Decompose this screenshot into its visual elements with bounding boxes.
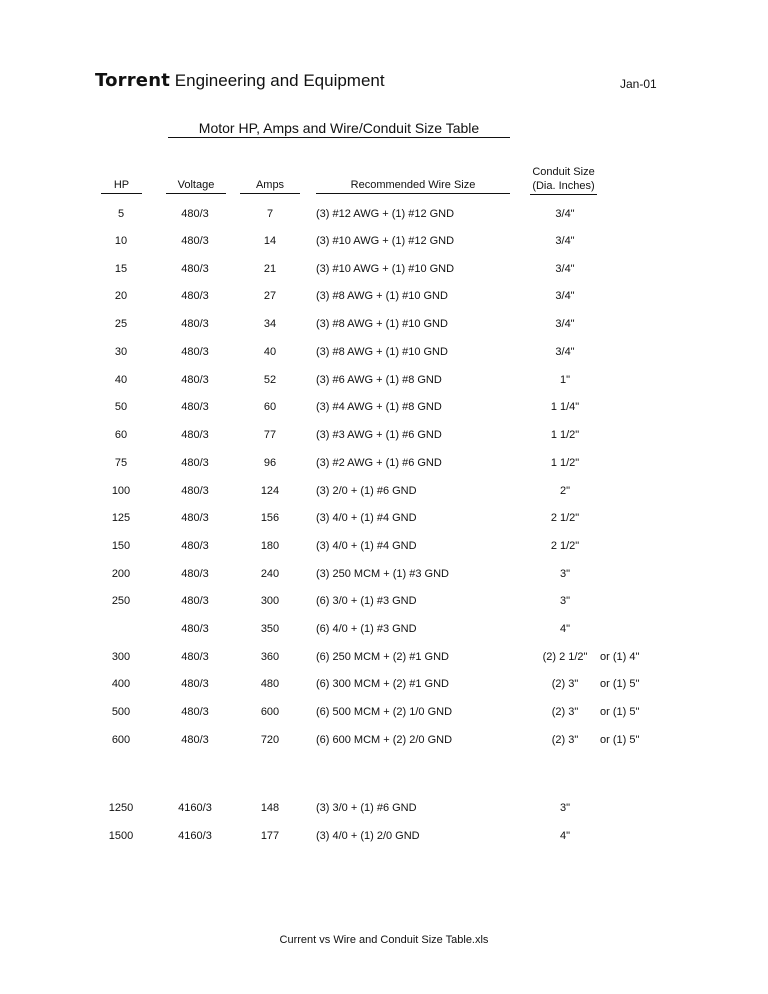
cell-amps: 27	[263, 290, 277, 302]
cell-amps: 180	[260, 540, 280, 552]
cell-wire: (3) 3/0 + (1) #6 GND	[316, 802, 417, 814]
cell-wire: (6) 600 MCM + (2) 2/0 GND	[316, 734, 453, 746]
cell-amps: 240	[260, 568, 280, 580]
cell-amps: 177	[260, 830, 280, 842]
cell-voltage: 480/3	[181, 595, 209, 607]
cell-hp: 25	[114, 318, 128, 330]
cell-amps: 60	[263, 401, 277, 413]
cell-voltage: 480/3	[181, 678, 209, 690]
cell-wire: (3) #3 AWG + (1) #6 GND	[316, 429, 442, 441]
cell-hp: 500	[111, 706, 131, 718]
cell-voltage: 4160/3	[178, 830, 212, 842]
cell-hp: 100	[111, 485, 131, 497]
cell-conduit: 3/4"	[555, 318, 575, 330]
cell-hp: 10	[114, 235, 128, 247]
cell-conduit: 3/4"	[555, 208, 575, 220]
cell-alt: or (1) 5"	[600, 734, 640, 746]
cell-conduit: 3"	[559, 595, 571, 607]
cell-amps: 7	[266, 208, 274, 220]
cell-amps: 300	[260, 595, 280, 607]
cell-voltage: 480/3	[181, 512, 209, 524]
cell-voltage: 480/3	[181, 623, 209, 635]
cell-wire: (3) 4/0 + (1) #4 GND	[316, 540, 417, 552]
document-date: Jan-01	[620, 77, 657, 91]
cell-amps: 350	[260, 623, 280, 635]
cell-hp: 200	[111, 568, 131, 580]
cell-hp: 50	[114, 401, 128, 413]
cell-hp: 150	[111, 540, 131, 552]
cell-wire: (6) 250 MCM + (2) #1 GND	[316, 651, 449, 663]
cell-hp: 600	[111, 734, 131, 746]
cell-wire: (6) 300 MCM + (2) #1 GND	[316, 678, 449, 690]
cell-amps: 156	[260, 512, 280, 524]
cell-amps: 360	[260, 651, 280, 663]
cell-voltage: 480/3	[181, 706, 209, 718]
cell-wire: (6) 3/0 + (1) #3 GND	[316, 595, 417, 607]
cell-amps: 40	[263, 346, 277, 358]
cell-hp: 20	[114, 290, 128, 302]
company-logo: Torrent	[95, 70, 171, 91]
cell-wire: (3) #12 AWG + (1) #12 GND	[316, 208, 455, 220]
cell-amps: 77	[263, 429, 277, 441]
cell-conduit: (2) 3"	[551, 734, 579, 746]
cell-amps: 14	[263, 235, 277, 247]
cell-amps: 52	[263, 374, 277, 386]
cell-wire: (3) 250 MCM + (1) #3 GND	[316, 568, 449, 580]
company-header	[95, 70, 385, 91]
cell-hp: 60	[114, 429, 128, 441]
cell-voltage: 480/3	[181, 540, 209, 552]
cell-wire: (6) 4/0 + (1) #3 GND	[316, 623, 417, 635]
cell-hp: 5	[117, 208, 125, 220]
conduit-header-line2: (Dia. Inches)	[532, 180, 595, 192]
column-header-amps: Amps	[240, 178, 300, 194]
cell-hp: 40	[114, 374, 128, 386]
cell-wire: (3) 4/0 + (1) 2/0 GND	[316, 830, 420, 842]
cell-amps: 96	[263, 457, 277, 469]
cell-voltage: 480/3	[181, 401, 209, 413]
cell-wire: (3) #6 AWG + (1) #8 GND	[316, 374, 442, 386]
column-header-wire-size: Recommended Wire Size	[316, 178, 510, 194]
table-title: Motor HP, Amps and Wire/Conduit Size Table	[168, 120, 510, 138]
cell-wire: (3) #10 AWG + (1) #10 GND	[316, 263, 455, 275]
cell-amps: 34	[263, 318, 277, 330]
cell-conduit: 3/4"	[555, 235, 575, 247]
cell-voltage: 480/3	[181, 235, 209, 247]
cell-conduit: (2) 3"	[551, 678, 579, 690]
cell-voltage: 480/3	[181, 429, 209, 441]
cell-hp: 1500	[108, 830, 134, 842]
cell-alt: or (1) 5"	[600, 706, 640, 718]
cell-conduit: (2) 3"	[551, 706, 579, 718]
cell-voltage: 480/3	[181, 346, 209, 358]
cell-hp: 30	[114, 346, 128, 358]
cell-amps: 21	[263, 263, 277, 275]
cell-conduit: 2"	[559, 485, 571, 497]
cell-hp: 125	[111, 512, 131, 524]
cell-conduit: 1"	[559, 374, 571, 386]
cell-amps: 480	[260, 678, 280, 690]
cell-voltage: 480/3	[181, 208, 209, 220]
cell-voltage: 480/3	[181, 457, 209, 469]
cell-conduit: 3"	[559, 568, 571, 580]
cell-voltage: 480/3	[181, 263, 209, 275]
cell-hp: 15	[114, 263, 128, 275]
cell-voltage: 480/3	[181, 374, 209, 386]
column-header-voltage: Voltage	[166, 178, 226, 194]
cell-voltage: 480/3	[181, 485, 209, 497]
cell-wire: (3) #8 AWG + (1) #10 GND	[316, 318, 448, 330]
cell-amps: 124	[260, 485, 280, 497]
cell-conduit: 3/4"	[555, 346, 575, 358]
column-header-conduit-size	[530, 165, 597, 195]
footer-filename: Current vs Wire and Conduit Size Table.xls	[279, 934, 489, 946]
cell-wire: (6) 500 MCM + (2) 1/0 GND	[316, 706, 453, 718]
cell-alt: or (1) 5"	[600, 678, 640, 690]
cell-amps: 148	[260, 802, 280, 814]
cell-alt: or (1) 4"	[600, 651, 640, 663]
cell-conduit: 4"	[559, 623, 571, 635]
cell-wire: (3) #8 AWG + (1) #10 GND	[316, 346, 448, 358]
cell-amps: 600	[260, 706, 280, 718]
cell-conduit: 2 1/2"	[550, 512, 580, 524]
cell-amps: 720	[260, 734, 280, 746]
cell-conduit: 1 1/4"	[550, 401, 580, 413]
cell-hp: 250	[111, 595, 131, 607]
cell-conduit: 4"	[559, 830, 571, 842]
cell-conduit: (2) 2 1/2"	[542, 651, 588, 663]
company-tagline: Engineering and Equipment	[174, 71, 385, 90]
cell-wire: (3) #8 AWG + (1) #10 GND	[316, 290, 448, 302]
cell-wire: (3) #10 AWG + (1) #12 GND	[316, 235, 455, 247]
cell-voltage: 4160/3	[178, 802, 212, 814]
cell-conduit: 1 1/2"	[550, 457, 580, 469]
cell-wire: (3) #2 AWG + (1) #6 GND	[316, 457, 442, 469]
cell-hp: 75	[114, 457, 128, 469]
cell-conduit: 3/4"	[555, 290, 575, 302]
cell-hp: 1250	[108, 802, 134, 814]
cell-voltage: 480/3	[181, 734, 209, 746]
cell-wire: (3) #4 AWG + (1) #8 GND	[316, 401, 442, 413]
column-header-hp: HP	[101, 178, 142, 194]
conduit-header-line1: Conduit Size	[532, 166, 595, 178]
cell-voltage: 480/3	[181, 318, 209, 330]
cell-conduit: 3"	[559, 802, 571, 814]
cell-hp: 300	[111, 651, 131, 663]
cell-wire: (3) 2/0 + (1) #6 GND	[316, 485, 417, 497]
cell-voltage: 480/3	[181, 651, 209, 663]
cell-voltage: 480/3	[181, 290, 209, 302]
cell-wire: (3) 4/0 + (1) #4 GND	[316, 512, 417, 524]
cell-conduit: 1 1/2"	[550, 429, 580, 441]
cell-conduit: 3/4"	[555, 263, 575, 275]
cell-voltage: 480/3	[181, 568, 209, 580]
cell-hp: 400	[111, 678, 131, 690]
cell-conduit: 2 1/2"	[550, 540, 580, 552]
